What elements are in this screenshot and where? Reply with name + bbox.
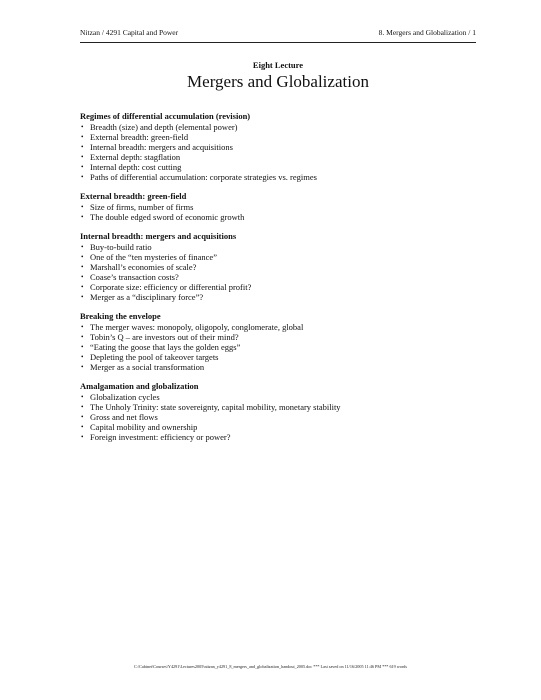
page-header xyxy=(80,28,476,42)
list-item: • Coase’s transaction costs? xyxy=(80,272,480,282)
section-regimes xyxy=(80,111,480,183)
bullet-list xyxy=(80,242,480,303)
section-title: Breaking the envelope xyxy=(80,310,161,321)
bullet-list xyxy=(80,392,480,442)
list-item: • The Unholy Trinity: state sovereignty, capital mobility, monetary stability xyxy=(80,402,480,412)
list-item: • The double edged sword of economic growth xyxy=(80,212,480,222)
list-item: • Breadth (size) and depth (elemental power) xyxy=(80,122,480,132)
list-item: • Merger as a social transformation xyxy=(80,362,480,372)
document-footer: C:\Cabinet\Courses\Y4291\Lectures2005\nitzan_y4291_8_mergers_and_globalization_handout_2005.doc *** Last saved on 11/16/2005 11:46 PM *** 619 words xyxy=(133,664,408,669)
list-item: • Corporate size: efficiency or differential profit? xyxy=(80,282,480,292)
list-item: • Internal breadth: mergers and acquisitions xyxy=(80,142,480,152)
section-title: Amalgamation and globalization xyxy=(80,380,199,391)
section-external-breadth xyxy=(80,191,480,222)
list-item: • The merger waves: monopoly, oligopoly, conglomerate, global xyxy=(80,322,480,332)
list-item: • External depth: stagflation xyxy=(80,152,480,162)
list-item: • Internal depth: cost cutting xyxy=(80,162,480,172)
list-item: • Capital mobility and ownership xyxy=(80,422,480,432)
list-item: • Tobin’s Q – are investors out of their mind? xyxy=(80,332,480,342)
list-item: • Depleting the pool of takeover targets xyxy=(80,352,480,362)
section-title: Internal breadth: mergers and acquisitions xyxy=(80,230,237,241)
bullet-list xyxy=(80,122,480,183)
list-item: • Gross and net flows xyxy=(80,412,480,422)
bullet-list xyxy=(80,322,480,372)
section-internal-breadth xyxy=(80,231,480,303)
lecture-content xyxy=(80,111,480,451)
bullet-list xyxy=(80,202,480,222)
list-item: • Marshall’s economies of scale? xyxy=(80,262,480,272)
list-item: • Merger as a “disciplinary force”? xyxy=(80,292,480,302)
section-breaking-envelope xyxy=(80,311,480,372)
lecture-title: Mergers and Globalization xyxy=(187,72,369,91)
header-course: Nitzan / 4291 Capital and Power xyxy=(80,28,179,37)
list-item: • One of the “ten mysteries of finance” xyxy=(80,252,480,262)
list-item: • External breadth: green-field xyxy=(80,132,480,142)
title-block xyxy=(80,60,476,93)
list-item: • Size of firms, number of firms xyxy=(80,202,480,212)
section-title: Regimes of differential accumulation (revision) xyxy=(80,111,251,121)
header-divider xyxy=(80,42,476,43)
section-amalgamation xyxy=(80,381,480,442)
list-item: • Globalization cycles xyxy=(80,392,480,402)
list-item: • “Eating the goose that lays the golden eggs” xyxy=(80,342,480,352)
list-item: • Paths of differential accumulation: corporate strategies vs. regimes xyxy=(80,172,480,182)
section-title: External breadth: green-field xyxy=(80,191,187,202)
list-item: • Foreign investment: efficiency or power? xyxy=(80,432,480,442)
lecture-label: Eight Lecture xyxy=(252,60,304,70)
list-item: • Buy-to-build ratio xyxy=(80,242,480,252)
header-page-ref: 8. Mergers and Globalization / 1 xyxy=(378,28,476,37)
